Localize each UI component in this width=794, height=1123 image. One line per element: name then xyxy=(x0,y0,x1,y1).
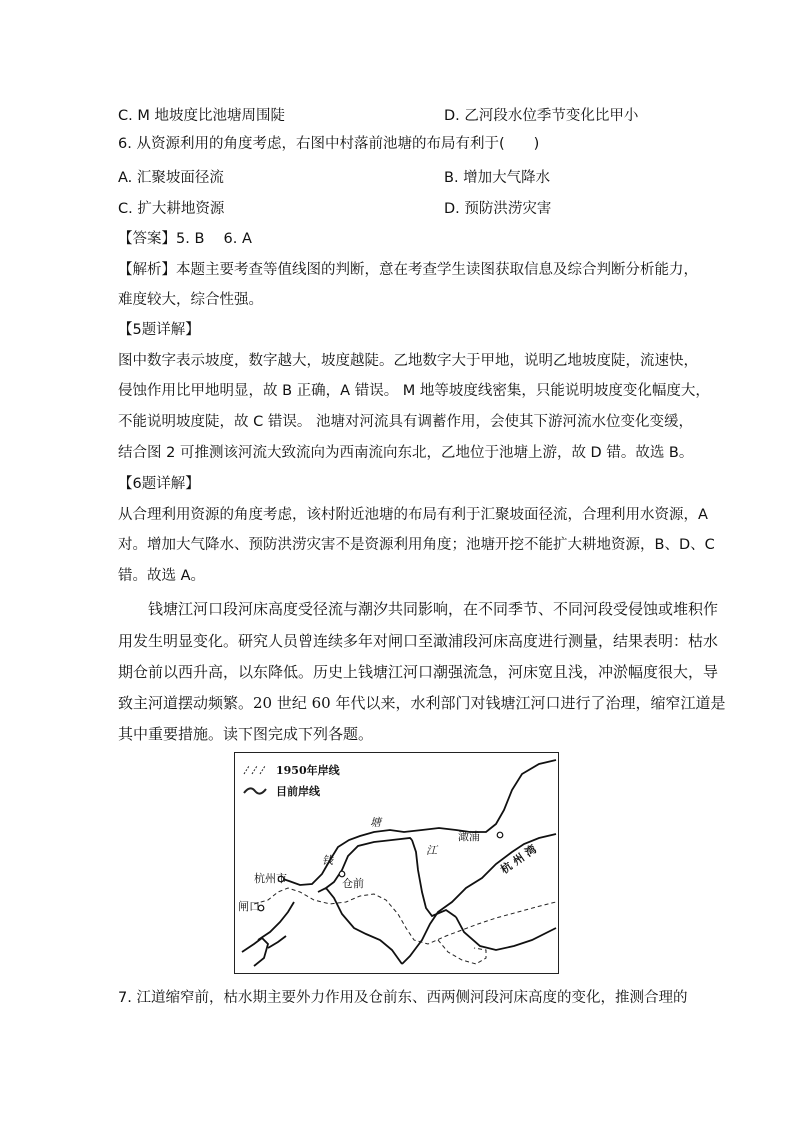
legend-1950-label: 1950年岸线 xyxy=(276,764,340,777)
detail5-heading: 【5题详解】 xyxy=(118,322,200,338)
analysis-line-1: 【解析】本题主要考查等值线图的判断，意在考查学生读图获取信息及综合判断分析能力， xyxy=(118,262,698,278)
detail6-heading: 【6题详解】 xyxy=(118,476,200,492)
q6-option-a: A. 汇聚坡面径流 xyxy=(118,170,224,186)
detail5-line: 结合图 2 可推测该河流大致流向为西南流向东北，乙地位于池塘上游，故 D 错。故选 B。 xyxy=(118,445,694,461)
q5-option-d: D. 乙河段水位季节变化比甲小 xyxy=(444,108,639,124)
passage-line: 其中重要措施。读下图完成下列各题。 xyxy=(118,725,374,743)
passage-line: 钱塘江河口段河床高度受径流与潮汐共同影响，在不同季节、不同河段受侵蚀或堆积作 xyxy=(148,600,719,618)
q6-stem: 6. 从资源利用的角度考虑，右图中村落前池塘的布局有利于( ) xyxy=(118,136,540,152)
passage-line: 用发生明显变化。研究人员曾连续多年对闸口至澉浦段河床高度进行测量，结果表明：枯水 xyxy=(118,632,719,650)
detail5-line: 侵蚀作用比甲地明显，故 B 正确，A 错误。 M 地等坡度线密集，只能说明坡度变化幅度大， xyxy=(118,383,710,399)
passage-line: 期仓前以西升高，以东降低。历史上钱塘江河口潮强流急，河床宽且浅，冲淤幅度很大，导 xyxy=(118,663,719,681)
q6-option-c: C. 扩大耕地资源 xyxy=(118,201,225,217)
q5-option-c: C. M 地坡度比池塘周围陡 xyxy=(118,108,285,124)
cangqian-marker xyxy=(339,871,345,877)
q6-option-b: B. 增加大气降水 xyxy=(444,170,551,186)
analysis-line-2: 难度较大，综合性强。 xyxy=(118,292,263,308)
hangzhou-bay-label: 杭 州 湾 xyxy=(498,842,540,877)
detail5-line: 图中数字表示坡度，数字越大，坡度越陡。乙地数字大于甲地，说明乙地坡度陡，流速快， xyxy=(118,353,698,369)
detail6-line: 错。故选 A。 xyxy=(118,568,206,584)
river-label-jiang: 江 xyxy=(426,844,437,857)
zhakou-label: 闸口 xyxy=(238,900,260,913)
q6-option-d: D. 预防洪涝灾害 xyxy=(444,201,552,217)
q7-stem: 7. 江道缩窄前，枯水期主要外力作用及仓前东、西两侧河段河床高度的变化，推测合理的 xyxy=(118,990,688,1006)
ganpu-label: 澉浦 xyxy=(458,830,480,843)
ganpu-marker xyxy=(497,832,503,838)
answer-line: 【答案】5. B 6. A xyxy=(118,231,252,247)
detail5-line: 不能说明坡度陡，故 C 错误。 池塘对河流具有调蓄作用，会使其下游河流水位变化变缓， xyxy=(118,414,693,430)
river-label-qian: 钱 xyxy=(322,854,333,867)
detail6-line: 从合理利用资源的角度考虑，该村附近池塘的布局有利于汇聚坡面径流，合理利用水资源，A xyxy=(118,507,708,523)
hangzhou-label: 杭州市 xyxy=(254,872,287,885)
passage-line: 致主河道摆动频繁。20 世纪 60 年代以来，水利部门对钱塘江河口进行了治理，缩窄江道是 xyxy=(118,694,726,712)
qiantang-estuary-map xyxy=(234,752,559,974)
detail6-line: 对。增加大气降水、预防洪涝灾害不是资源利用角度；池塘开挖不能扩大耕地资源，B、D、C xyxy=(118,537,715,553)
legend-current-label: 目前岸线 xyxy=(276,785,320,798)
cangqian-label: 仓前 xyxy=(342,877,364,890)
river-label-tang: 塘 xyxy=(370,816,381,829)
